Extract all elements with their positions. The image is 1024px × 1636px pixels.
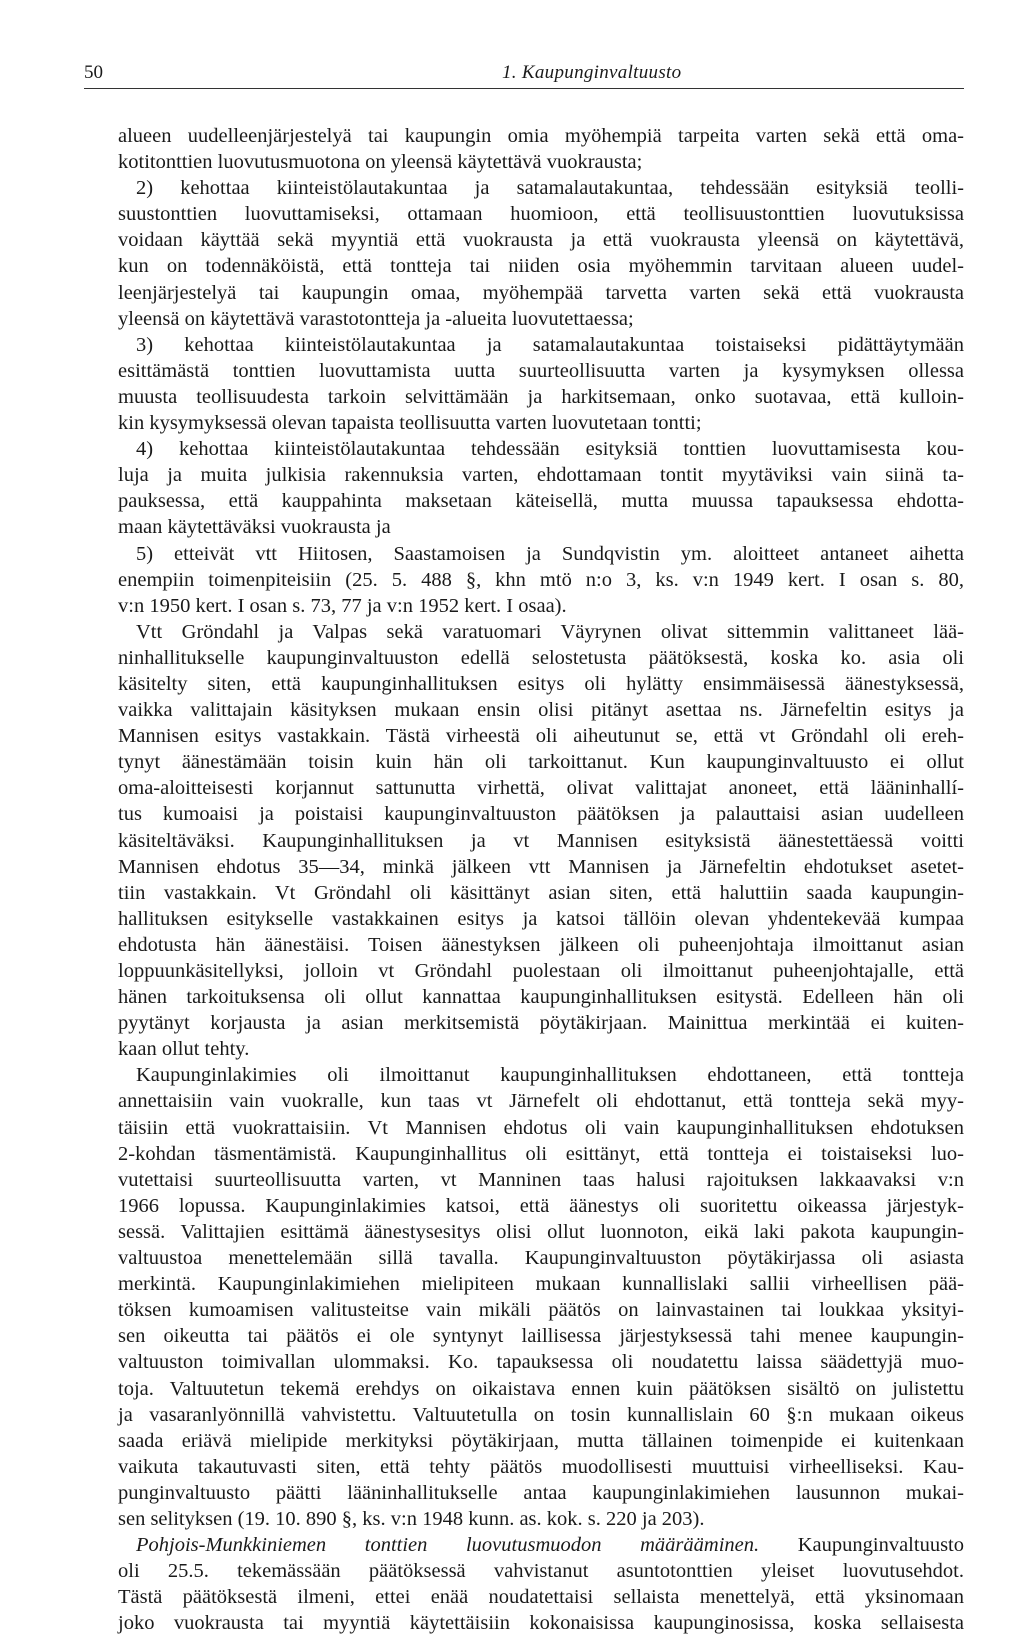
- text-line: Mannisen esitys vastakkain. Tästä virheestä oli aiheutunut se, että vt Gröndahl oli ereh-: [118, 725, 964, 748]
- text-line: yleensä on käytettävä varastotontteja ja -alueita luovutettaessa;: [118, 307, 634, 330]
- paragraph-p4: [118, 436, 964, 540]
- text-line: muusta teollisuudesta tarkoin selvittämään ja harkitsemaan, onko suotavaa, että kulloin-: [118, 385, 964, 408]
- text-line: ehdotusta hän äänestäisi. Toisen äänestyksen jälkeen oli puheenjohtaja ilmoittanut asian: [118, 933, 964, 956]
- text-line: kin kysymyksessä olevan tapaista teollisuutta varten luovutetaan tontti;: [118, 412, 702, 435]
- page-number: 50: [84, 62, 103, 83]
- text-line: 5) etteivät vtt Hiitosen, Saastamoisen ja Sundqvistin ym. aloitteet antaneet aihetta: [136, 542, 964, 565]
- text-line: ja vasaranlyönnillä vahvistettu. Valtuutetulla on tosin kunnallislain 60 §:n mukaan oikeus: [118, 1403, 964, 1426]
- text-line: oma-aloitteisesti korjannut sattunutta virhettä, olivat valittajat anoneet, että lääninhallí-: [118, 777, 964, 800]
- text-line: 2-kohdan täsmentämistä. Kaupunginhallitus oli esittänyt, että tontteja ei toistaiseksi luo-: [118, 1142, 964, 1165]
- section-heading: Pohjois-Munkkiniemen tonttien luovutusmuodon määrääminen.: [136, 1534, 760, 1557]
- text-line: käsiteltäväksi. Kaupunginhallituksen ja vt Mannisen esityksistä äänestettäessä voitti: [118, 829, 964, 852]
- text-line: loppuunkäsitellyksi, jolloin vt Gröndahl puolestaan oli ilmoittanut puheenjohtajalle, että: [118, 960, 964, 982]
- text-line: 3) kehottaa kiinteistölautakuntaa ja satamalautakuntaa toistaiseksi pidättäytymään: [136, 333, 964, 356]
- running-head: 1. Kaupunginvaltuusto: [502, 62, 682, 83]
- text-line: töksen kumoamisen valitusteitse vain mikäli päätös on lainvastainen tai loukkaa yksityi-: [118, 1299, 964, 1322]
- text-line: joko vuokrausta tai myyntiä käytettäisiin kokonaisissa kaupunginosissa, koska sellaisesta: [118, 1612, 964, 1635]
- text-line: pyytänyt korjausta ja asian merkitsemistä pöytäkirjaan. Mainittua merkintää ei kuiten-: [118, 1012, 964, 1035]
- page-header: [84, 62, 964, 89]
- text-line: tus kumoaisi ja poistaisi kaupunginvaltuuston päätöksen ja palauttaisi asian uudelleen: [118, 803, 964, 826]
- text-line: tiin vastakkain. Vt Gröndahl oli käsittänyt asian siten, että haluttiin saada kaupungin-: [118, 881, 964, 904]
- text-line: saada eriävä mielipide merkityksi pöytäkirjaan, mutta tällainen toimenpide ei kuitenkaan: [118, 1429, 964, 1452]
- paragraph-p2: [118, 175, 964, 332]
- text-line: merkintä. Kaupunginlakimiehen mielipiteen mukaan kunnallislaki sallii virheellisen pää-: [118, 1273, 964, 1296]
- text-line: sessä. Valittajien esittämä äänestysesitys olisi ollut luonnoton, eikä laki pakota kaupungin-: [118, 1220, 964, 1243]
- text-line: vutettaisi suurteollisuutta varten, vt Manninen taas halusi rajoituksen lakkaavaksi v:n: [118, 1168, 964, 1191]
- text-line: Vtt Gröndahl ja Valpas sekä varatuomari Väyrynen olivat sittemmin valittaneet lää-: [136, 620, 964, 643]
- text-line: Tästä päätöksestä ilmeni, ettei enää noudatettaisi sellaista menettelyä, että yksinomaan: [118, 1586, 964, 1609]
- text-line: oli 25.5. tekemässään päätöksessä vahvistanut asuntotonttien yleiset luovutusehdot.: [118, 1560, 964, 1583]
- text-line: 2) kehottaa kiinteistölautakuntaa ja satamalautakuntaa, tehdessään esityksiä teolli-: [136, 177, 964, 200]
- text-line: suustonttien luovuttamiseksi, ottamaan huomioon, että teollisuustonttien luovutuksissa: [118, 203, 964, 226]
- text-line: Mannisen ehdotus 35—34, minkä jälkeen vtt Mannisen ja Järnefeltin ehdotukset asetet-: [118, 855, 964, 878]
- text-line: kotitonttien luovutusmuotona on yleensä käytettävä vuokrausta;: [118, 151, 643, 174]
- paragraph-p8: [118, 1532, 964, 1636]
- text-line: punginvaltuusto päätti lääninhallitukselle antaa kaupunginlakimiehen lausunnon mukai-: [118, 1481, 964, 1504]
- text-line: 1966 lopussa. Kaupunginlakimies katsoi, että äänestys oli suoritettu oikeassa järjestyk-: [118, 1194, 964, 1217]
- text-line: kun on todennäköistä, että tontteja tai niiden osia myöhemmin tarvitaan alueen uudel-: [118, 255, 964, 278]
- text-line: 4) kehottaa kiinteistölautakuntaa tehdessään esityksiä tonttien luovuttamisesta kou-: [136, 438, 964, 461]
- text-line: hallituksen esitykselle vastakkainen esitys ja katsoi tällöin olevan yhdentekevää kumpaa: [118, 907, 964, 930]
- text-line: valtuustoa menettelemään sillä tavalla. Kaupunginvaltuuston pöytäkirjassa oli asiasta: [118, 1247, 964, 1270]
- text-line: vaikuta takautuvasti siten, että tehty päätös muodollisesti muuttuisi virheelliseksi. Kau-: [118, 1455, 964, 1478]
- paragraph-p1: [118, 123, 964, 175]
- text-line: leenjärjestelyä tai kaupungin omaa, myöhempää tarvetta varten sekä että vuokrausta: [118, 281, 964, 304]
- text-line: ninhallitukselle kaupunginvaltuuston edellä selostetusta päätöksestä, koska ko. asia oli: [118, 646, 964, 669]
- paragraph-p6: [118, 619, 964, 1063]
- text-line: sen oikeutta tai päätös ei ole syntynyt laillisessa järjestyksessä tahi menee kaupungin-: [118, 1325, 964, 1348]
- text-line: annettaisiin vain vuokralle, kun taas vt Järnefelt oli ehdottanut, että tontteja sekä myy-: [118, 1090, 964, 1113]
- paragraph-p5: [118, 541, 964, 619]
- text-line: enempiin toimenpiteisiin (25. 5. 488 §, khn mtö n:o 3, ks. v:n 1949 kert. I osan s. 80,: [118, 568, 964, 591]
- text-line: täisiin että vuokrattaisiin. Vt Mannisen ehdotus oli vain kaupunginhallituksen ehdotuksen: [118, 1116, 964, 1139]
- text-line: käsitelty siten, että kaupunginhallituksen esitys oli hylätty ensimmäisessä äänestyksessä,: [118, 672, 964, 695]
- text-line: hänen tarkoituksensa oli ollut kannattaa kaupunginhallituksen esitystä. Edelleen hän oli: [118, 986, 964, 1009]
- text-line: sen selityksen (19. 10. 890 §, ks. v:n 1948 kunn. as. kok. s. 220 ja 203).: [118, 1507, 705, 1530]
- heading-line: [118, 1532, 964, 1558]
- text-line: Kaupunginlakimies oli ilmoittanut kaupunginhallituksen ehdottaneen, että tontteja: [136, 1064, 964, 1087]
- text-line: tynyt äänestämään toisin kuin hän oli tarkoittanut. Kun kaupunginvaltuusto ei ollut: [118, 751, 964, 774]
- text-line: kaan ollut tehty.: [118, 1038, 250, 1061]
- paragraph-p7: [118, 1062, 964, 1532]
- paragraph-p3: [118, 332, 964, 436]
- text-line: maan käytettäväksi vuokrausta ja: [118, 516, 391, 539]
- text-line: alueen uudelleenjärjestelyä tai kaupungin omia myöhempiä tarpeita varten sekä että oma-: [118, 125, 964, 147]
- text-line: luja ja muita julkisia rakennuksia varten, ehdottamaan tontit myytäviksi vain siinä ta-: [118, 464, 964, 487]
- body-text: [118, 123, 964, 1636]
- text-line: v:n 1950 kert. I osan s. 73, 77 ja v:n 1952 kert. I osaa).: [118, 594, 567, 617]
- text-line: voidaan käyttää sekä myyntiä että vuokrausta ja että vuokrausta yleensä on käytettävä,: [118, 229, 964, 252]
- text-line: esittämästä tonttien luovuttamista uutta suurteollisuutta varten ja kysymyksen ollessa: [118, 359, 964, 382]
- heading-rest: Kaupunginvaltuusto: [759, 1534, 964, 1557]
- text-line: toja. Valtuutetun tekemä erehdys on oikaistava ennen kuin päätöksen sisältö on julistettu: [118, 1377, 964, 1400]
- text-line: vaikka valittajain käsityksen mukaan ensin olisi pitänyt asettaa ns. Järnefeltin esitys ja: [118, 699, 964, 722]
- text-line: pauksessa, että kauppahinta maksetaan käteisellä, mutta muussa tapauksessa ehdotta-: [118, 490, 964, 513]
- text-line: valtuuston toimivallan ulommaksi. Ko. tapauksessa oli noudatettu laissa säädettyjä muo-: [118, 1351, 964, 1374]
